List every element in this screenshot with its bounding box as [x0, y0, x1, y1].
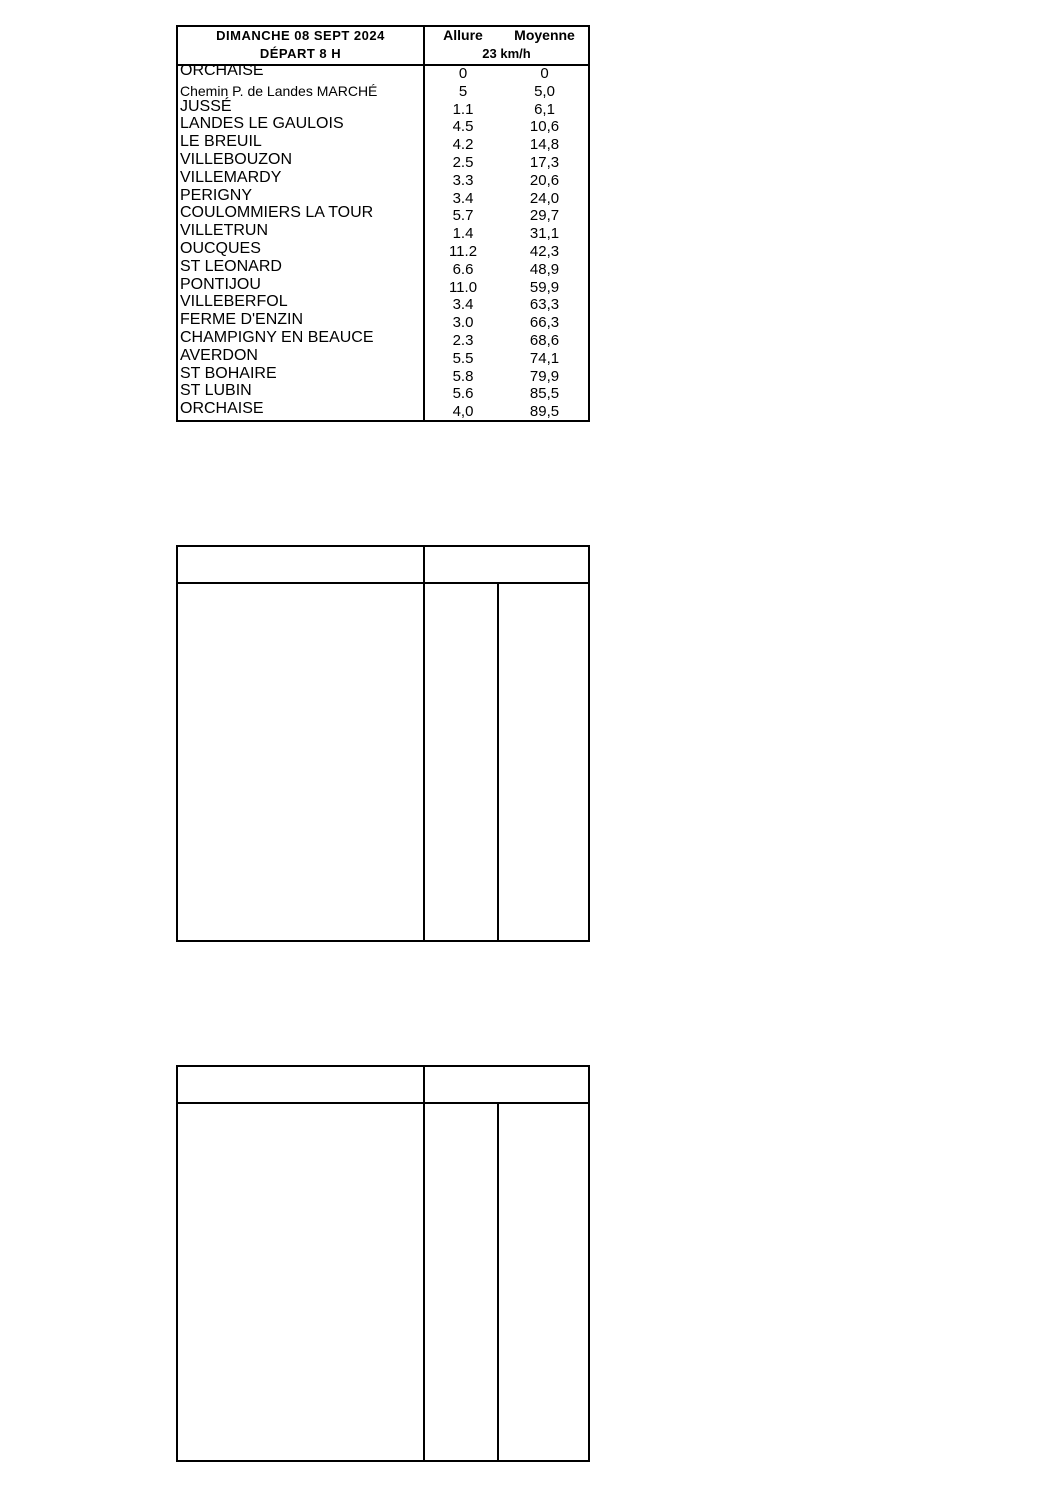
cumulative-distance: 24,0 — [529, 189, 560, 207]
blank-table-header — [178, 547, 588, 584]
place-name: JUSSÉ — [180, 97, 232, 115]
cumulative-distance: 59,9 — [529, 278, 560, 296]
segment-distance: 3.3 — [452, 171, 474, 189]
column-divider — [423, 547, 425, 940]
segment-distance: 2.5 — [452, 153, 474, 171]
blank-table-header — [178, 1067, 588, 1104]
cumulative-distance: 89,5 — [529, 403, 560, 421]
segment-distance: 3.0 — [452, 314, 474, 332]
cumulative-distance: 68,6 — [529, 331, 560, 349]
place-name: VILLETRUN — [180, 222, 269, 240]
place-name: VILLEBERFOL — [180, 293, 288, 311]
place-name: PONTIJOU — [180, 275, 261, 293]
segment-distance: 3.4 — [452, 189, 474, 207]
segment-distance: 0 — [458, 65, 468, 82]
place-name: ST LUBIN — [180, 382, 252, 400]
segment-distance: 5.5 — [452, 349, 474, 367]
ride-date: DIMANCHE 08 SEPT 2024 — [216, 28, 385, 43]
cumulative-distance: 79,9 — [529, 367, 560, 385]
cumulative-distance: 66,3 — [529, 314, 560, 332]
cumulative-distance: 0 — [540, 65, 549, 82]
cumulative-distance: 6,1 — [534, 100, 555, 118]
column-divider — [423, 1067, 425, 1460]
segment-distance: 5.6 — [452, 385, 474, 403]
place-name: PERIGNY — [180, 186, 253, 204]
cumulative-distance: 14,8 — [529, 136, 560, 154]
segment-distance: 4,0 — [452, 403, 474, 421]
cumulative-distance: 63,3 — [529, 296, 560, 314]
column-divider — [497, 1104, 499, 1460]
cumulative-distance: 74,1 — [529, 349, 560, 367]
place-name: Chemin P. de Landes MARCHÉ — [180, 82, 378, 99]
column-header-moyenne: Moyenne — [514, 27, 575, 43]
column-header-allure: Allure — [443, 27, 483, 43]
place-name: VILLEBOUZON — [180, 150, 293, 168]
route-row — [178, 402, 588, 420]
average-speed: 23 km/h — [482, 46, 531, 61]
place-name: VILLEMARDY — [180, 168, 282, 186]
cumulative-distance: 29,7 — [529, 207, 560, 225]
segment-distance: 1.4 — [452, 225, 474, 243]
place-name: ORCHAISE — [180, 400, 264, 418]
segment-distance: 5 — [458, 82, 468, 100]
place-name: LANDES LE GAULOIS — [180, 115, 344, 133]
route-row — [178, 64, 588, 82]
place-name: OUCQUES — [180, 239, 261, 257]
segment-distance: 2.3 — [452, 331, 474, 349]
segment-distance: 6.6 — [452, 260, 474, 278]
place-name: ST BOHAIRE — [180, 364, 277, 382]
route-table — [176, 25, 590, 422]
place-name: AVERDON — [180, 346, 258, 364]
cumulative-distance: 5,0 — [534, 82, 555, 100]
cumulative-distance: 48,9 — [529, 260, 560, 278]
departure-time: DÉPART 8 H — [259, 46, 342, 61]
cumulative-distance: 85,5 — [529, 385, 560, 403]
route-row — [178, 82, 588, 100]
blank-route-table — [176, 545, 590, 942]
segment-distance: 5.8 — [452, 367, 474, 385]
cumulative-distance: 10,6 — [529, 118, 560, 136]
route-table-header — [178, 27, 588, 66]
blank-route-table — [176, 1065, 590, 1462]
segment-distance: 4.5 — [452, 118, 474, 136]
segment-distance: 4.2 — [452, 136, 474, 154]
place-name: LE BREUIL — [180, 133, 262, 151]
cumulative-distance: 17,3 — [529, 153, 560, 171]
place-name: FERME D'ENZIN — [180, 311, 304, 329]
segment-distance: 5.7 — [452, 207, 474, 225]
segment-distance: 3.4 — [452, 296, 474, 314]
segment-distance: 1.1 — [452, 100, 474, 118]
column-divider — [497, 584, 499, 940]
cumulative-distance: 20,6 — [529, 171, 560, 189]
cumulative-distance: 42,3 — [529, 242, 560, 260]
cumulative-distance: 31,1 — [529, 225, 560, 243]
segment-distance: 11.0 — [448, 278, 478, 296]
place-name: COULOMMIERS LA TOUR — [180, 204, 374, 222]
segment-distance: 11.2 — [448, 242, 478, 260]
place-name: ST LEONARD — [180, 257, 282, 275]
route-table-body — [178, 64, 588, 420]
place-name: ORCHAISE — [180, 62, 264, 79]
place-name: CHAMPIGNY EN BEAUCE — [180, 328, 374, 346]
